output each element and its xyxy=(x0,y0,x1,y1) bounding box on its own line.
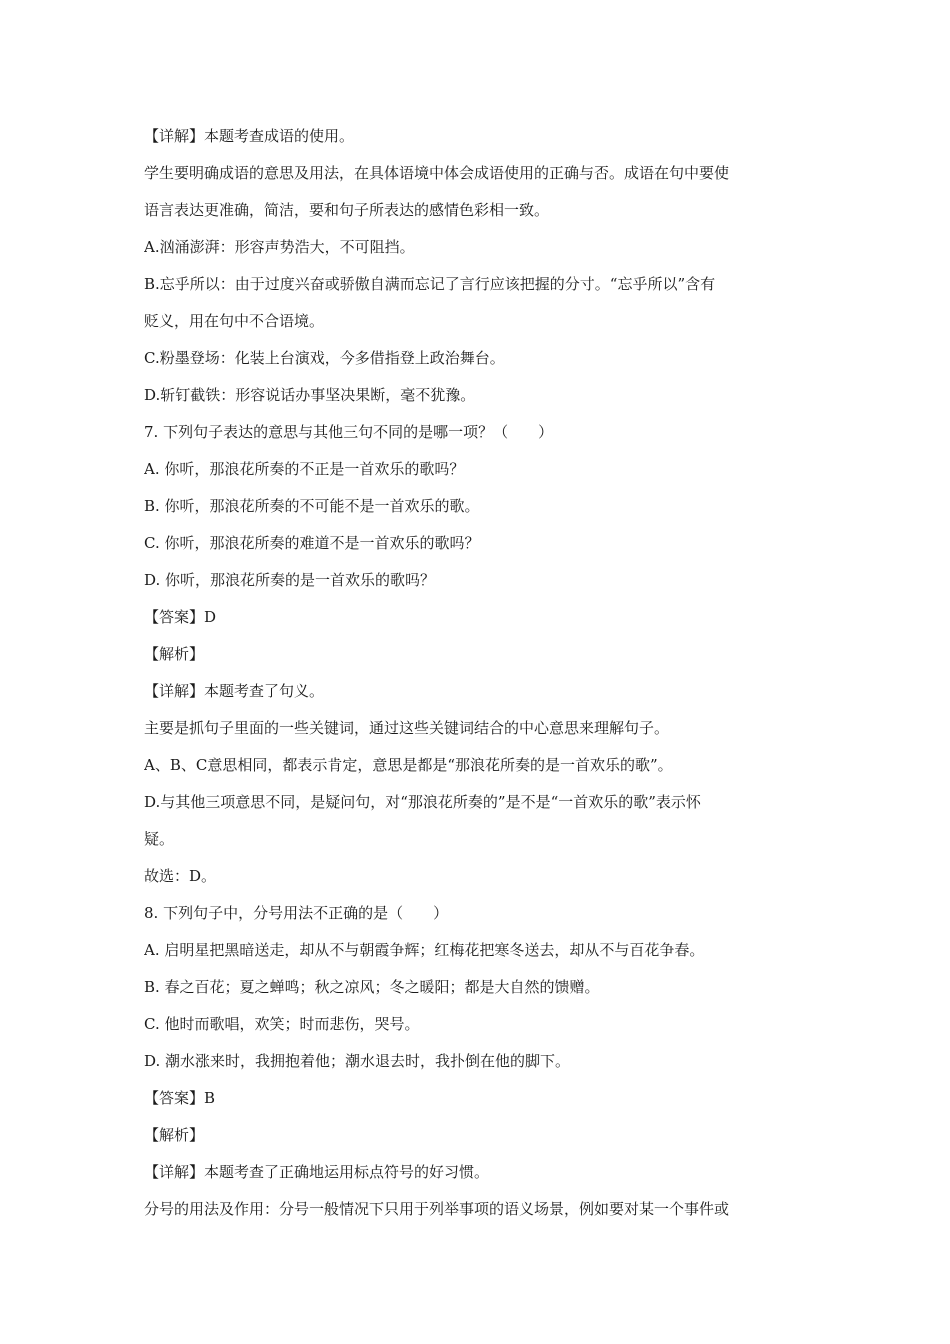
answer-label: 【答案】D xyxy=(144,608,217,626)
detail-heading: 【详解】本题考查成语的使用。 xyxy=(144,127,355,145)
paragraph-line: A、B、C意思相同，都表示肯定，意思是都是“那浪花所奏的是一首欢乐的歌”。 xyxy=(144,756,673,774)
analysis-label: 【解析】 xyxy=(144,645,205,663)
paragraph-line: 贬义，用在句中不合语境。 xyxy=(144,312,325,330)
question-8-option-a: A. 启明星把黑暗送走，却从不与朝霞争辉；红梅花把寒冬送去，却从不与百花争春。 xyxy=(144,941,705,959)
document-body xyxy=(144,118,814,1228)
question-7-option-b: B. 你听，那浪花所奏的不可能不是一首欢乐的歌。 xyxy=(144,497,480,515)
explanation-option-a: A.汹涌澎湃：形容声势浩大，不可阻挡。 xyxy=(144,238,415,256)
question-7: 7. 下列句子表达的意思与其他三句不同的是哪一项？（ ） xyxy=(144,423,554,441)
paragraph-line: 疑。 xyxy=(144,830,175,848)
explanation-option-c: C.粉墨登场：化装上台演戏，今多借指登上政治舞台。 xyxy=(144,349,505,367)
answer-label: 【答案】B xyxy=(144,1089,216,1107)
paragraph-line: 分号的用法及作用：分号一般情况下只用于列举事项的语义场景，例如要对某一个事件或 xyxy=(144,1200,730,1218)
question-7-option-d: D. 你听，那浪花所奏的是一首欢乐的歌吗？ xyxy=(144,571,436,589)
paragraph-line: 学生要明确成语的意思及用法，在具体语境中体会成语使用的正确与否。成语在句中要使 xyxy=(144,164,730,182)
choice-statement: 故选：D。 xyxy=(144,867,217,885)
detail-heading: 【详解】本题考查了正确地运用标点符号的好习惯。 xyxy=(144,1163,490,1181)
question-8-option-d: D. 潮水涨来时，我拥抱着他；潮水退去时，我扑倒在他的脚下。 xyxy=(144,1052,571,1070)
question-8-option-c: C. 他时而歌唱，欢笑；时而悲伤，哭号。 xyxy=(144,1015,420,1033)
question-8-option-b: B. 春之百花；夏之蝉鸣；秋之凉风；冬之暖阳；都是大自然的馈赠。 xyxy=(144,978,600,996)
explanation-option-b: B.忘乎所以：由于过度兴奋或骄傲自满而忘记了言行应该把握的分寸。“忘乎所以”含有 xyxy=(144,275,716,293)
paragraph-line: 主要是抓句子里面的一些关键词，通过这些关键词结合的中心意思来理解句子。 xyxy=(144,719,670,737)
question-7-option-c: C. 你听，那浪花所奏的难道不是一首欢乐的歌吗？ xyxy=(144,534,480,552)
explanation-option-d: D.斩钉截铁：形容说话办事坚决果断，毫不犹豫。 xyxy=(144,386,476,404)
question-8: 8. 下列句子中，分号用法不正确的是（ ） xyxy=(144,904,449,922)
analysis-label: 【解析】 xyxy=(144,1126,205,1144)
question-7-option-a: A. 你听，那浪花所奏的不正是一首欢乐的歌吗？ xyxy=(144,460,465,478)
paragraph-line: 语言表达更准确，简洁，要和句子所表达的感情色彩相一致。 xyxy=(144,201,550,219)
detail-heading: 【详解】本题考查了句义。 xyxy=(144,682,325,700)
paragraph-line: D.与其他三项意思不同，是疑问句，对“那浪花所奏的”是不是“一首欢乐的歌”表示怀 xyxy=(144,793,701,811)
